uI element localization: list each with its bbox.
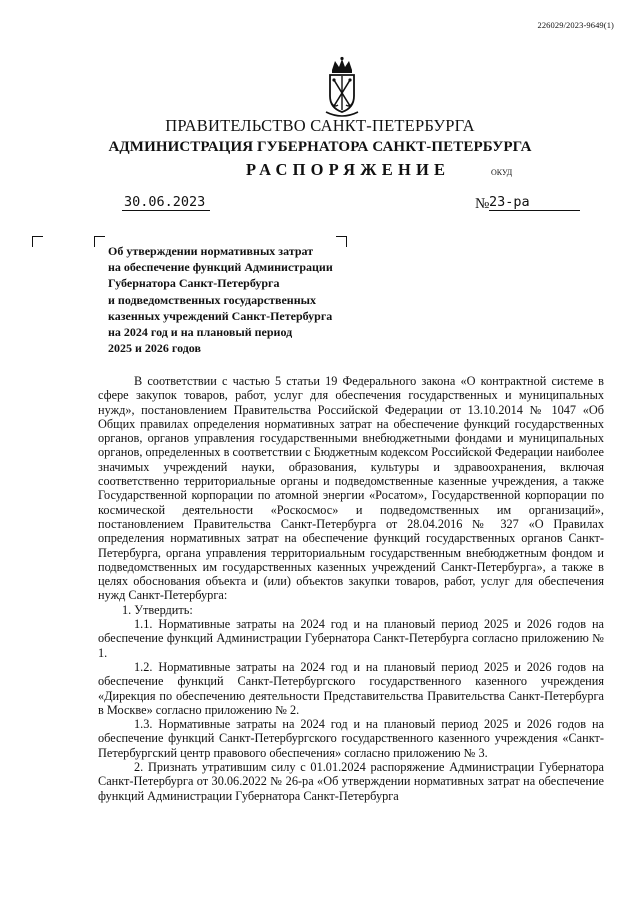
title-line: Об утверждении нормативных затрат bbox=[108, 244, 314, 258]
title-line: и подведомственных государственных bbox=[108, 292, 316, 307]
title-line: казенных учреждений Санкт-Петербурга bbox=[108, 308, 333, 323]
bracket-corner-left-outer bbox=[32, 236, 43, 247]
document-type-heading: РАСПОРЯЖЕНИЕ bbox=[246, 160, 451, 179]
title-line: на обеспечение функций Администрации bbox=[108, 260, 333, 275]
document-date: 30.06.2023 bbox=[122, 194, 210, 211]
clause-1-3: 1.3. Нормативные затраты на 2024 год и на плановый период 2025 и 2026 годов на обеспечение функций Санкт-Петербургского государственного казенного учреждения «Санкт-Петербургский центр правового обеспечения» согласно приложению № 3. bbox=[98, 717, 604, 760]
bracket-corner-left-inner bbox=[94, 236, 105, 247]
document-registration-number: 226029/2023-9649(1) bbox=[537, 20, 614, 30]
document-body bbox=[98, 374, 604, 803]
okud-label: ОКУД bbox=[491, 168, 513, 177]
clause-2: 2. Признать утратившим силу с 01.01.2024 распоряжение Администрации Губернатора Санкт-Петербурга от 30.06.2022 № 26-ра «Об утверждении нормативных затрат на обеспечение функций Администрации Губернатора Санкт-Петербурга bbox=[98, 760, 604, 803]
administration-heading: АДМИНИСТРАЦИЯ ГУБЕРНАТОРА САНКТ-ПЕТЕРБУРГА bbox=[108, 139, 532, 155]
clause-1: 1. Утвердить: bbox=[122, 602, 193, 617]
saint-petersburg-coat-of-arms-icon bbox=[318, 56, 366, 120]
title-line: Губернатора Санкт-Петербурга bbox=[108, 276, 280, 291]
clause-1-2: 1.2. Нормативные затраты на 2024 год и на плановый период 2025 и 2026 годов на обеспечение функций Санкт-Петербургского государственного казенного учреждения «Дирекция по обеспечению деятельности Представительства Правительства Санкт-Петербурга в Москве» согласно приложению № 2. bbox=[98, 659, 604, 717]
document-number: 23-ра bbox=[489, 194, 580, 211]
title-line: 2025 и 2026 годов bbox=[108, 341, 201, 356]
document-title bbox=[108, 243, 360, 356]
number-label: № bbox=[475, 196, 490, 212]
preamble-paragraph: В соответствии с частью 5 статьи 19 Федерального закона «О контрактной системе в сфере закупок товаров, работ, услуг для обеспечения государственных и муниципальных нужд», постановлением Правительства Российской Федерации от 13.10.2014 № 1047 «Об Общих правилах определения нормативных затрат на обеспечение функций государственных органов, органов управления государственными внебюджетными фондами и муниципальных органов, определенных в соответствии с Бюджетным кодексом Российской Федерации наиболее значимых учреждений науки, образования, культуры и здравоохранения, включая соответственно территориальные органы и подведомственные казенные учреждения, а также Государственной корпорации по атомной энергии «Росатом», Государственной корпорации по космической деятельности «Роскосмос» и подведомственных им организаций», постановлением Правительства Санкт-Петербурга от 28.04.2016 № 327 «О Правилах определения нормативных затрат на обеспечение функций государственных органов Санкт-Петербурга, органа управления территориальным государственным внебюджетным фондом и подведомственных им государственных казенных учреждений Санкт-Петербурга», а также в целях обоснования объекта и (или) объектов закупки товаров, работ, услуг для обеспечения нужд Санкт-Петербурга: bbox=[98, 374, 604, 603]
title-line: на 2024 год и на плановый период bbox=[108, 325, 293, 340]
government-heading: ПРАВИТЕЛЬСТВО САНКТ-ПЕТЕРБУРГА bbox=[165, 116, 475, 135]
clause-1-1: 1.1. Нормативные затраты на 2024 год и на плановый период 2025 и 2026 годов на обеспечение функций Администрации Губернатора Санкт-Петербурга согласно приложению № 1. bbox=[98, 617, 604, 660]
